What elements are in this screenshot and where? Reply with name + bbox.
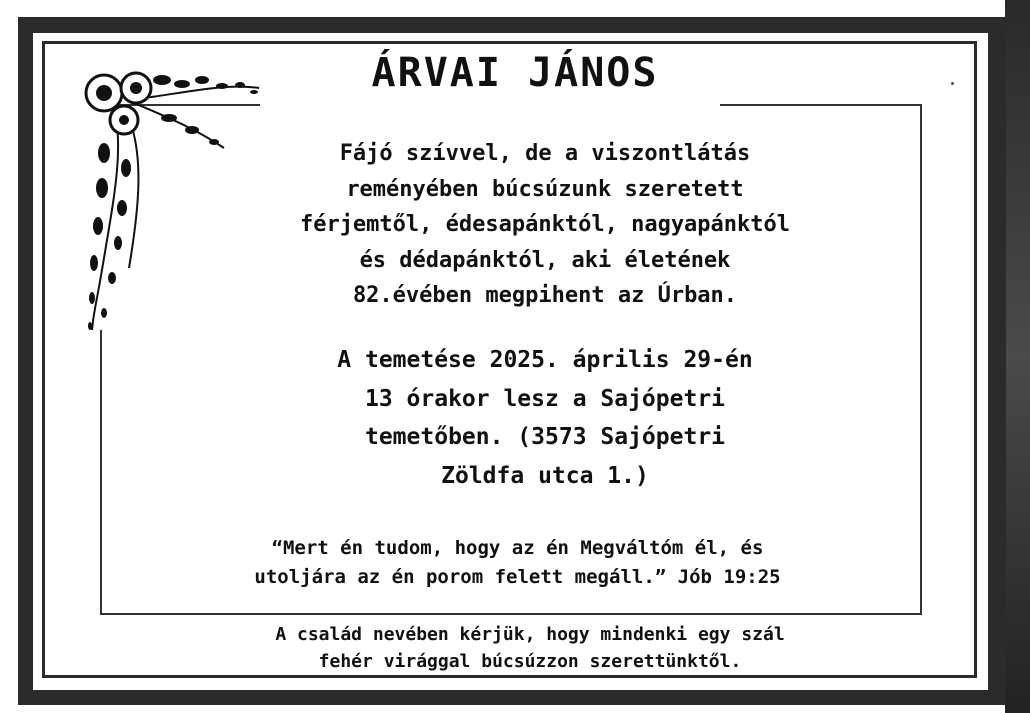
funeral-line: 13 órakor lesz a Sajópetri bbox=[364, 385, 726, 412]
funeral-details bbox=[0, 341, 1030, 495]
bible-quote bbox=[0, 534, 1030, 592]
announcement-line: Fájó szívvel, de a viszontlátás bbox=[339, 141, 751, 166]
announcement-line: reményében búcsúzunk szeretett bbox=[346, 176, 744, 202]
funeral-line: A temetése 2025. április 29-én bbox=[337, 347, 753, 373]
funeral-line: Zöldfa utca 1.) bbox=[441, 462, 649, 489]
family-request bbox=[0, 621, 1030, 675]
announcement-line: és dédapánktól, aki életének bbox=[359, 247, 731, 273]
announcement-line: 82.évében megpihent az Úrban. bbox=[352, 283, 738, 308]
request-line: A család nevében kérjük, hogy mindenki egy szál bbox=[275, 624, 785, 645]
funeral-line: temetőben. (3573 Sajópetri bbox=[364, 424, 726, 450]
request-line: fehér virággal búcsúzzon szerettünktől. bbox=[318, 651, 742, 672]
quote-line: “Mert én tudom, hogy az én Megváltóm él, és bbox=[271, 537, 764, 559]
announcement-text bbox=[0, 136, 1030, 314]
title-gap bbox=[260, 96, 720, 112]
announcement-line: férjemtől, édesapánktól, nagyapánktól bbox=[299, 212, 791, 237]
quote-line: utoljára az én porom felett megáll.” Jób 19:25 bbox=[254, 566, 781, 588]
deceased-name: ÁRVAI JÁNOS bbox=[371, 50, 659, 96]
